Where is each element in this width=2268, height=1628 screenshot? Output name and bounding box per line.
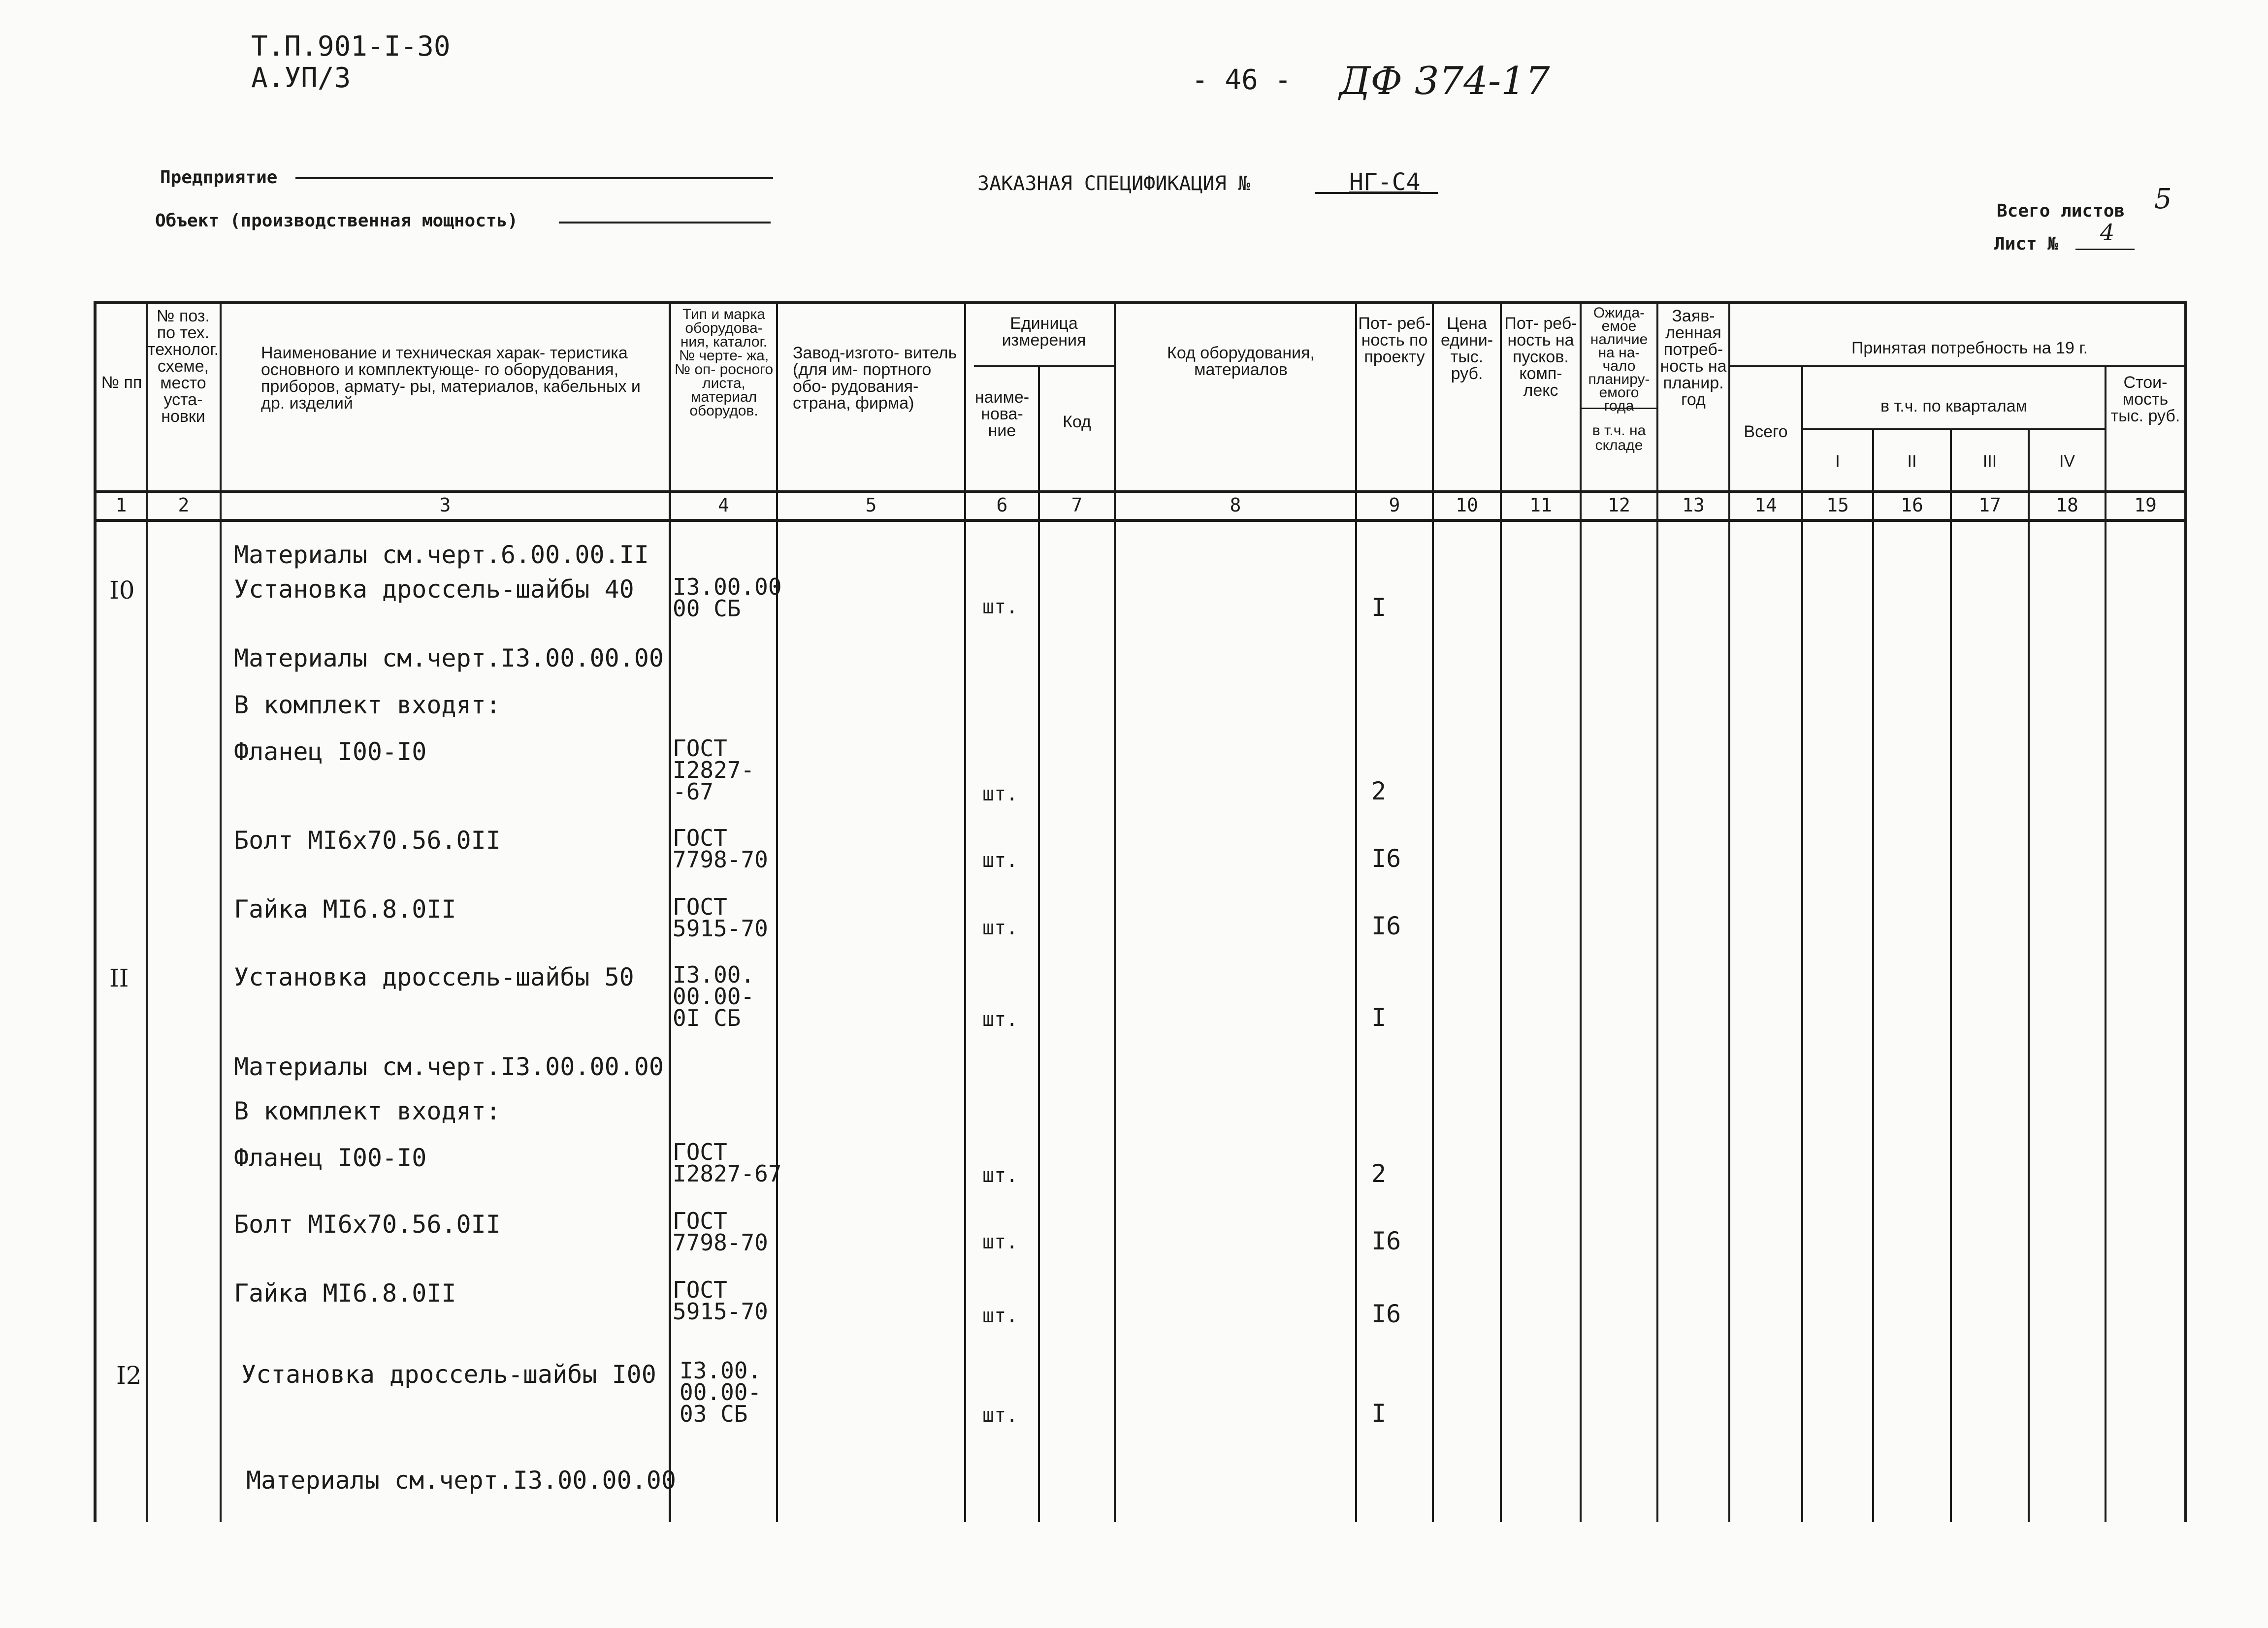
handwritten-reference: ДФ 374-17	[1339, 59, 1550, 103]
col-number: 19	[2134, 494, 2157, 516]
table-row-type: ГОСТ 7798-70	[673, 825, 768, 873]
table-row-type: ГОСТ I2827-67	[673, 1139, 782, 1187]
document-code: Т.П.901-I-30	[251, 31, 451, 63]
col-number: 13	[1682, 494, 1705, 516]
table-row-type: I3.00. 00.00- 0I СБ	[673, 961, 755, 1031]
table-row-name: Фланец I00-I0	[234, 737, 427, 766]
col-number: 8	[1230, 494, 1241, 516]
col-number: 7	[1071, 494, 1083, 516]
col-header-17: III	[1982, 452, 1997, 471]
col-header-9: Пот- реб- ность по проекту	[1358, 314, 1431, 366]
col-header-13: Заяв- ленная потреб- ность на планир. год	[1660, 307, 1727, 409]
col-header-8: Код оборудования, материалов	[1167, 344, 1315, 379]
spec-number: НГ-С4	[1349, 168, 1421, 196]
table-row-name: Материалы см.черт.6.00.00.II	[234, 541, 649, 569]
table-row-name: Установка дроссель-шайбы I00	[241, 1360, 656, 1389]
col-number: 10	[1456, 494, 1478, 516]
col-number: 16	[1901, 494, 1923, 516]
table-row-name: Материалы см.черт.I3.00.00.00	[246, 1466, 676, 1495]
col-header-quarters-group: в т.ч. по кварталам	[1880, 397, 2027, 415]
col-header-accepted-group: Принятая потребность на 19 г.	[1851, 339, 2088, 357]
col-header-5: Завод-изгото- витель (для им- портного обо- рудования- страна, фирма)	[793, 344, 957, 413]
table-row-name: Гайка МI6.8.0II	[234, 895, 456, 924]
table-row-number: I0	[109, 576, 135, 605]
table-row-qty: I6	[1371, 844, 1401, 873]
table-row-unit: шт.	[982, 1164, 1018, 1187]
col-number: 12	[1608, 494, 1630, 516]
table-row-unit: шт.	[982, 1231, 1018, 1253]
total-sheets-label: Всего листов	[1997, 201, 2125, 221]
col-header-15: I	[1835, 452, 1840, 471]
col-number: 1	[115, 494, 127, 516]
col-number: 11	[1529, 494, 1552, 516]
col-number: 6	[996, 494, 1008, 516]
table-row-unit: шт.	[982, 596, 1018, 618]
table-row-qty: 2	[1371, 1159, 1387, 1188]
spec-title: ЗАКАЗНАЯ СПЕЦИФИКАЦИЯ №	[977, 172, 1250, 195]
table-row-type: I3.00. 00.00- 03 СБ	[680, 1357, 762, 1427]
col-number: 4	[718, 494, 729, 516]
col-header-14: Всего	[1744, 422, 1788, 441]
table-row-unit: шт.	[982, 1404, 1018, 1427]
table-row-name: Материалы см.черт.I3.00.00.00	[234, 644, 664, 672]
table-row-type: I3.00.00 00 СБ	[673, 574, 782, 622]
table-row-unit: шт.	[982, 849, 1018, 872]
document-album: А.УП/3	[251, 62, 351, 94]
table-row-qty: I6	[1371, 1300, 1401, 1328]
col-number: 18	[2056, 494, 2078, 516]
col-header-12-sub: в т.ч. на складе	[1592, 422, 1646, 453]
col-number: 5	[865, 494, 877, 516]
table-row-unit: шт.	[982, 917, 1018, 939]
col-header-11: Пот- реб- ность на пусков. комп- лекс	[1504, 314, 1577, 400]
col-header-7: Код	[1063, 413, 1091, 431]
table-row-name: Болт МI6х70.56.0II	[234, 1210, 501, 1239]
table-row-type: ГОСТ 5915-70	[673, 894, 768, 942]
col-header-12: Ожида- емое наличие на на- чало планиру- емого года	[1588, 305, 1650, 414]
col-number: 9	[1389, 494, 1400, 516]
col-header-19: Стои- мость тыс. руб.	[2110, 373, 2180, 425]
col-number: 2	[178, 494, 190, 516]
table-row-name: В комплект входят:	[234, 691, 501, 719]
table-row-name: Материалы см.черт.I3.00.00.00	[234, 1053, 664, 1081]
table-row-name: Болт МI6х70.56.0II	[234, 826, 501, 855]
table-row-name: Фланец I00-I0	[234, 1144, 427, 1172]
table-row-qty: I6	[1371, 1227, 1401, 1255]
table-row-unit: шт.	[982, 783, 1018, 805]
table-row-qty: I	[1371, 1399, 1387, 1428]
table-row-type: ГОСТ 5915-70	[673, 1277, 768, 1325]
table-row-name: Гайка МI6.8.0II	[234, 1279, 456, 1308]
table-row-unit: шт.	[982, 1305, 1018, 1327]
col-header-3: Наименование и техническая харак- теристика основного и комплектующе- го оборудования, приборов, армату- ры, материалов, кабельных и др. изделий	[261, 344, 641, 413]
page-number: - 46 -	[1192, 64, 1292, 96]
total-sheets-value: 5	[2154, 183, 2172, 215]
object-label: Объект (производственная мощность)	[155, 211, 518, 231]
table-row-type: ГОСТ I2827- -67	[673, 735, 755, 805]
col-header-1: № пп	[101, 373, 142, 392]
col-header-unit-group: Единица измерения	[1002, 314, 1086, 350]
table-row-name: В комплект входят:	[234, 1097, 501, 1125]
col-header-6: наиме- нова- ние	[974, 388, 1030, 440]
col-header-4: Тип и марка оборудова- ния, каталог. № черте- жа, № оп- росного листа, материал оборудов.	[674, 306, 774, 419]
col-number: 15	[1826, 494, 1849, 516]
col-number: 17	[1978, 494, 2001, 516]
table-row-type: ГОСТ 7798-70	[673, 1208, 768, 1256]
col-header-18: IV	[2059, 452, 2075, 471]
customer-label: Предприятие	[160, 167, 278, 188]
table-row-name: Установка дроссель-шайбы 50	[234, 963, 634, 991]
col-number: 3	[439, 494, 451, 516]
table-row-number: I2	[116, 1361, 142, 1390]
table-row-unit: шт.	[982, 1008, 1018, 1031]
col-header-2: № поз. по тех. технолог. схеме, место уста- новки	[148, 307, 219, 426]
table-row-qty: I	[1371, 1003, 1387, 1032]
sheet-value: 4	[2100, 219, 2115, 246]
table-row-qty: I	[1371, 593, 1387, 622]
table-row-number: II	[109, 964, 129, 992]
sheet-label: Лист №	[1994, 234, 2059, 254]
col-header-10: Цена едини- тыс. руб.	[1440, 314, 1493, 383]
table-row-qty: 2	[1371, 777, 1387, 805]
table-row-qty: I6	[1371, 912, 1401, 940]
table-row-name: Установка дроссель-шайбы 40	[234, 575, 634, 604]
col-header-16: II	[1907, 452, 1917, 471]
col-number: 14	[1754, 494, 1777, 516]
